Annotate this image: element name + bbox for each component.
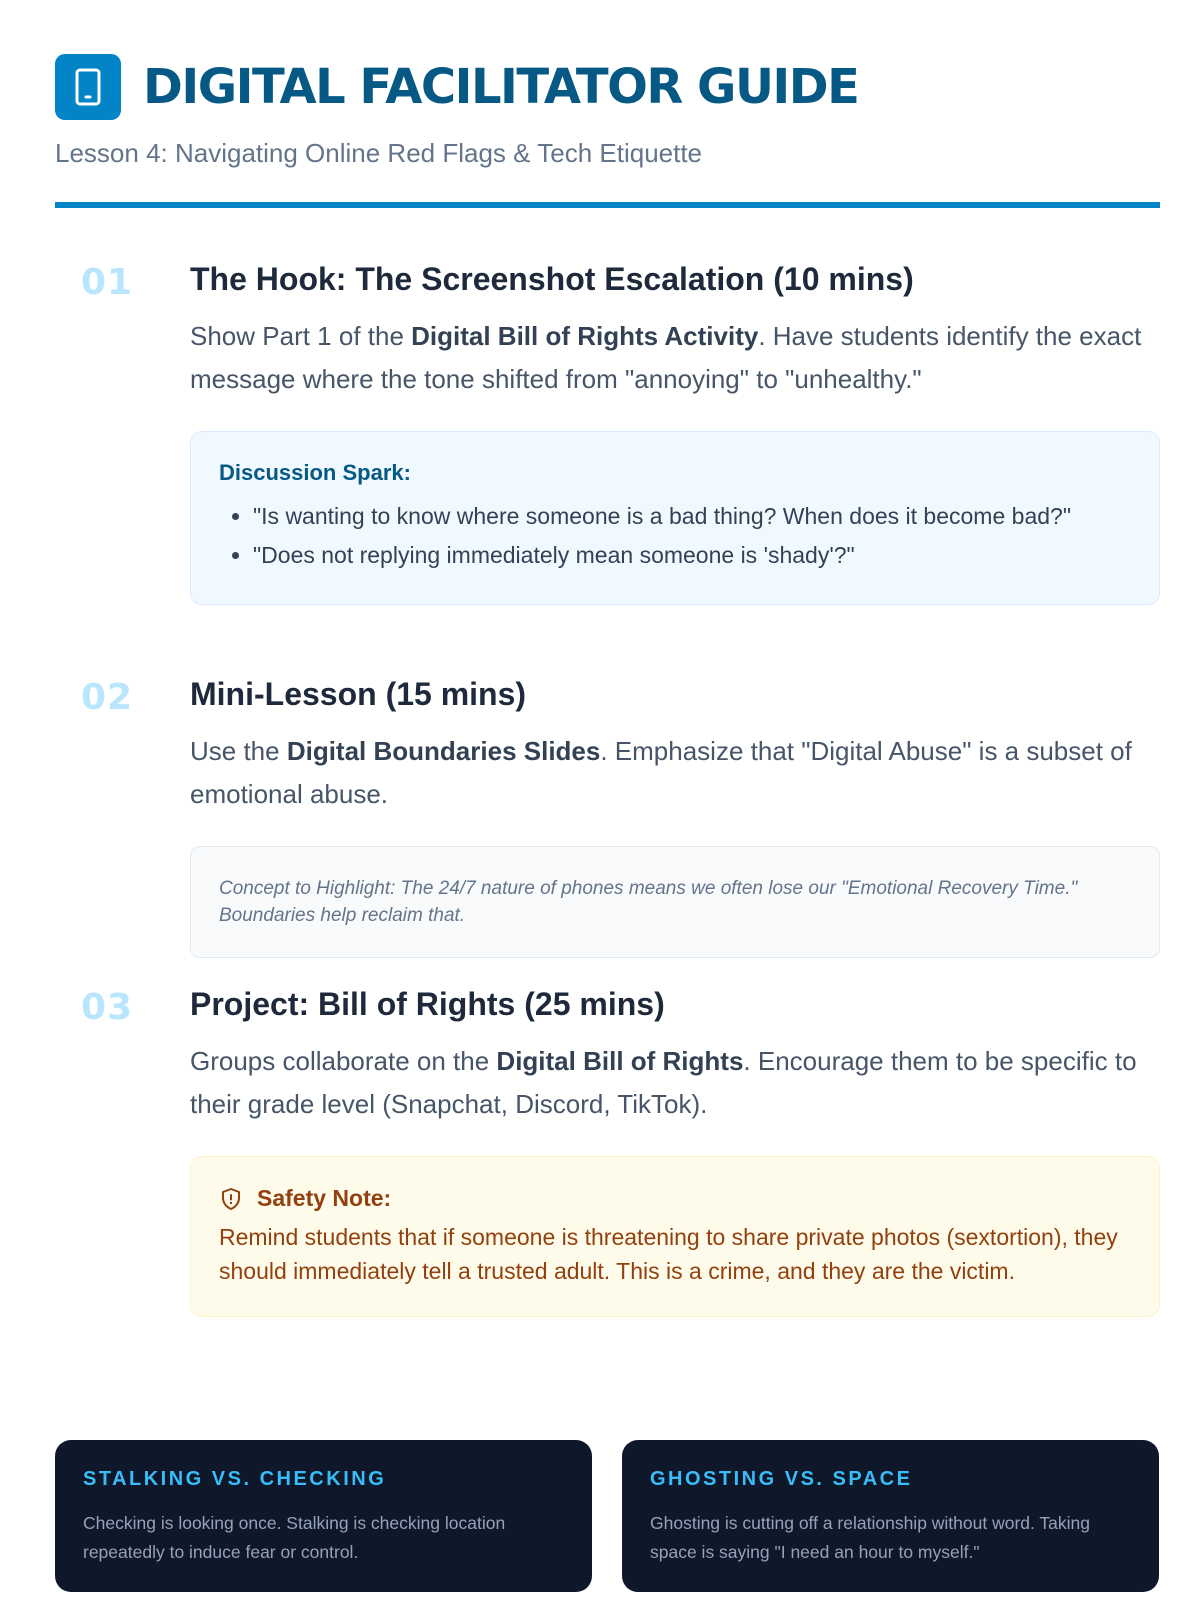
card-text: Ghosting is cutting off a relationship without word. Taking space is saying "I need an hour to myself." bbox=[650, 1513, 1091, 1562]
step-text-start: Show Part 1 of the bbox=[190, 321, 412, 351]
page-title: DIGITAL FACILITATOR GUIDE bbox=[143, 59, 859, 115]
step-text-end: . Emphasize that "Digital Abuse" is a subset of emotional abuse. bbox=[190, 736, 1132, 809]
step-title: The Hook: The Screenshot Escalation (10 mins) bbox=[190, 261, 914, 297]
step-text bbox=[190, 730, 1160, 816]
step-text-end: . Encourage them to be specific to their grade level (Snapchat, Discord, TikTok). bbox=[190, 1046, 1137, 1119]
card-title: STALKING VS. CHECKING bbox=[83, 1468, 387, 1490]
card-text: Checking is looking once. Stalking is checking location repeatedly to induce fear or control. bbox=[83, 1513, 506, 1562]
step-title: Project: Bill of Rights (25 mins) bbox=[190, 986, 665, 1022]
step-body bbox=[190, 982, 1160, 1317]
discussion-spark-callout bbox=[190, 431, 1160, 605]
safety-note-header bbox=[219, 1185, 1131, 1212]
shield-alert-icon bbox=[219, 1187, 243, 1211]
step-text-start: Groups collaborate on the bbox=[190, 1046, 497, 1076]
callout-title: Safety Note: bbox=[257, 1185, 392, 1211]
step-text bbox=[190, 315, 1160, 401]
step-number: 03 bbox=[81, 987, 134, 1028]
discussion-list bbox=[219, 500, 1131, 572]
header bbox=[55, 0, 1160, 210]
stalking-vs-checking-card bbox=[55, 1440, 592, 1592]
step-text-emphasis: Digital Bill of Rights bbox=[496, 1046, 744, 1076]
card-title: GHOSTING VS. SPACE bbox=[650, 1468, 913, 1490]
step-text-end: . Have students identify the exact message where the tone shifted from "annoying" to "unhealthy." bbox=[190, 321, 1142, 394]
step-body bbox=[190, 672, 1160, 958]
callout-title: Discussion Spark: bbox=[219, 460, 411, 485]
safety-note-callout bbox=[190, 1156, 1160, 1317]
list-item: • "Is wanting to know where someone is a bad thing? When does it become bad?" bbox=[253, 500, 1131, 533]
page-subtitle: Lesson 4: Navigating Online Red Flags & Tech Etiquette bbox=[55, 138, 703, 168]
smartphone-icon bbox=[55, 54, 121, 120]
step-text-emphasis: Digital Boundaries Slides bbox=[286, 736, 601, 766]
step-number: 01 bbox=[81, 262, 134, 303]
facilitator-guide-page bbox=[55, 0, 1160, 1562]
step-title: Mini-Lesson (15 mins) bbox=[190, 676, 527, 712]
step-text bbox=[190, 1040, 1160, 1126]
step-body bbox=[190, 257, 1160, 605]
list-item: • "Does not replying immediately mean someone is 'shady'?" bbox=[253, 539, 1131, 572]
concept-callout: Concept to Highlight: The 24/7 nature of phones means we often lose our "Emotional Recovery Time." Boundaries help reclaim that. bbox=[190, 846, 1160, 958]
safety-note-text: Remind students that if someone is threatening to share private photos (sextortion), they should immediately tell a trusted adult. This is a crime, and they are the victim. bbox=[219, 1224, 1118, 1284]
step-number: 02 bbox=[81, 677, 134, 718]
step-text-emphasis: Digital Bill of Rights Activity bbox=[411, 321, 759, 351]
ghosting-vs-space-card bbox=[622, 1440, 1159, 1592]
header-divider bbox=[55, 202, 1160, 208]
step-text-start: Use the bbox=[190, 736, 287, 766]
